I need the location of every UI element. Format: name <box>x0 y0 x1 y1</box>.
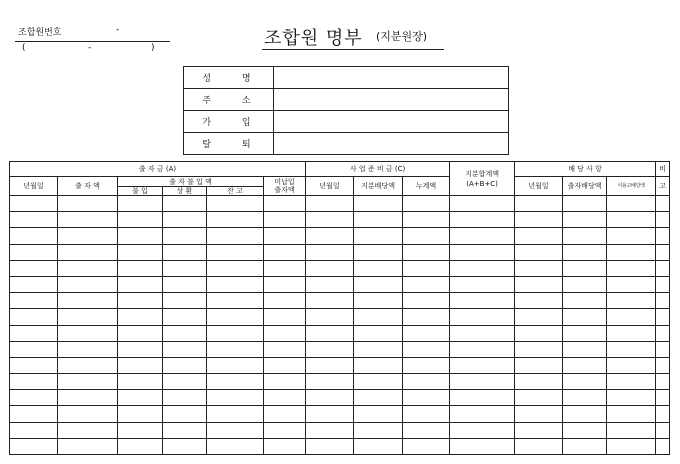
ledger-cell[interactable] <box>354 293 403 309</box>
ledger-cell[interactable] <box>58 212 118 228</box>
ledger-cell[interactable] <box>306 276 354 292</box>
ledger-cell[interactable] <box>656 228 670 244</box>
ledger-cell[interactable] <box>118 309 163 325</box>
ledger-cell[interactable] <box>207 422 264 438</box>
ledger-cell[interactable] <box>163 406 207 422</box>
ledger-cell[interactable] <box>10 212 58 228</box>
ledger-cell[interactable] <box>118 293 163 309</box>
ledger-cell[interactable] <box>207 260 264 276</box>
ledger-cell[interactable] <box>656 325 670 341</box>
member-number-underline <box>15 41 170 42</box>
ledger-cell[interactable] <box>656 390 670 406</box>
col-unpaid-line2: 출자액 <box>274 186 295 194</box>
ledger-cell[interactable] <box>515 228 563 244</box>
ledger-row <box>10 260 670 276</box>
ledger-cell[interactable] <box>403 438 450 454</box>
ledger-cell[interactable] <box>264 196 306 212</box>
ledger-cell[interactable] <box>163 260 207 276</box>
header-dividend: 배 당 사 항 <box>515 162 656 177</box>
ledger-cell[interactable] <box>403 341 450 357</box>
ledger-cell[interactable] <box>10 325 58 341</box>
ledger-cell[interactable] <box>10 438 58 454</box>
member-number-dash: - <box>116 25 120 35</box>
ledger-cell[interactable] <box>563 390 607 406</box>
ledger-cell[interactable] <box>306 390 354 406</box>
ledger-cell[interactable] <box>10 244 58 260</box>
ledger-cell[interactable] <box>58 276 118 292</box>
paren-close: ) <box>151 43 155 53</box>
ledger-cell[interactable] <box>656 293 670 309</box>
paren-open: ( <box>22 43 26 53</box>
ledger-cell[interactable] <box>118 390 163 406</box>
ledger-cell[interactable] <box>264 244 306 260</box>
ledger-cell[interactable] <box>450 357 515 373</box>
col-div-contribution: 출자배당액 <box>563 177 607 196</box>
info-label: 성 명 <box>184 67 274 89</box>
ledger-cell[interactable] <box>656 244 670 260</box>
ledger-cell[interactable] <box>656 276 670 292</box>
ledger-cell[interactable] <box>607 228 656 244</box>
ledger-cell[interactable] <box>58 325 118 341</box>
ledger-cell[interactable] <box>306 260 354 276</box>
ledger-cell[interactable] <box>306 309 354 325</box>
ledger-cell[interactable] <box>656 212 670 228</box>
ledger-cell[interactable] <box>515 390 563 406</box>
ledger-cell[interactable] <box>58 293 118 309</box>
ledger-cell[interactable] <box>163 212 207 228</box>
col-reserve-dividend: 지분배당액 <box>354 177 403 196</box>
ledger-cell[interactable] <box>450 244 515 260</box>
ledger-cell[interactable] <box>163 390 207 406</box>
ledger-cell[interactable] <box>354 228 403 244</box>
ledger-cell[interactable] <box>118 325 163 341</box>
ledger-row <box>10 228 670 244</box>
ledger-cell[interactable] <box>58 309 118 325</box>
ledger-cell[interactable] <box>450 438 515 454</box>
ledger-cell[interactable] <box>607 422 656 438</box>
ledger-cell[interactable] <box>515 276 563 292</box>
ledger-cell[interactable] <box>306 293 354 309</box>
ledger-cell[interactable] <box>403 357 450 373</box>
ledger-cell[interactable] <box>118 341 163 357</box>
ledger-cell[interactable] <box>163 196 207 212</box>
ledger-cell[interactable] <box>607 196 656 212</box>
ledger-cell[interactable] <box>563 341 607 357</box>
col-repay: 상 환 <box>163 187 207 196</box>
ledger-cell[interactable] <box>607 341 656 357</box>
ledger-cell[interactable] <box>656 309 670 325</box>
ledger-cell[interactable] <box>306 212 354 228</box>
ledger-cell[interactable] <box>118 438 163 454</box>
ledger-cell[interactable] <box>207 438 264 454</box>
member-number-label: 조합원번호 <box>18 28 62 38</box>
ledger-cell[interactable] <box>163 228 207 244</box>
ledger-cell[interactable] <box>58 390 118 406</box>
ledger-cell[interactable] <box>58 341 118 357</box>
ledger-cell[interactable] <box>264 276 306 292</box>
ledger-cell[interactable] <box>450 374 515 390</box>
ledger-cell[interactable] <box>354 196 403 212</box>
page-subtitle: (지분원장) <box>376 30 428 43</box>
ledger-row <box>10 422 670 438</box>
ledger-cell[interactable] <box>563 228 607 244</box>
ledger-cell[interactable] <box>58 438 118 454</box>
ledger-row <box>10 374 670 390</box>
ledger-cell[interactable] <box>403 390 450 406</box>
ledger-cell[interactable] <box>163 341 207 357</box>
ledger-cell[interactable] <box>450 276 515 292</box>
col-contribution: 출 자 액 <box>58 177 118 196</box>
ledger-cell[interactable] <box>607 438 656 454</box>
col-date: 년월일 <box>10 177 58 196</box>
ledger-cell[interactable] <box>58 422 118 438</box>
ledger-cell[interactable] <box>563 196 607 212</box>
ledger-row <box>10 406 670 422</box>
ledger-cell[interactable] <box>207 406 264 422</box>
ledger-cell[interactable] <box>58 244 118 260</box>
ledger-cell[interactable] <box>403 406 450 422</box>
ledger-cell[interactable] <box>264 212 306 228</box>
ledger-cell[interactable] <box>118 244 163 260</box>
ledger-cell[interactable] <box>403 228 450 244</box>
ledger-cell[interactable] <box>58 374 118 390</box>
ledger-cell[interactable] <box>607 244 656 260</box>
ledger-cell[interactable] <box>118 422 163 438</box>
ledger-row <box>10 212 670 228</box>
ledger-cell[interactable] <box>607 374 656 390</box>
ledger-cell[interactable] <box>264 260 306 276</box>
info-row-address <box>184 89 509 111</box>
col-pay-in: 불 입 <box>118 187 163 196</box>
ledger-cell[interactable] <box>207 390 264 406</box>
ledger-row <box>10 196 670 212</box>
ledger-row <box>10 325 670 341</box>
col-unpaid-line1: 미납입 <box>274 178 295 186</box>
ledger-cell[interactable] <box>264 341 306 357</box>
info-value-join[interactable] <box>274 111 509 133</box>
ledger-cell[interactable] <box>58 260 118 276</box>
ledger-cell[interactable] <box>354 438 403 454</box>
ledger-cell[interactable] <box>10 196 58 212</box>
header-total-formula: (A+B+C) <box>466 179 498 188</box>
ledger-cell[interactable] <box>607 357 656 373</box>
col-reserve-cumulative: 누계액 <box>403 177 450 196</box>
ledger-cell[interactable] <box>563 438 607 454</box>
info-label: 가 입 <box>184 111 274 133</box>
ledger-cell[interactable] <box>264 293 306 309</box>
ledger-cell[interactable] <box>403 374 450 390</box>
ledger-cell[interactable] <box>306 196 354 212</box>
info-row-name <box>184 67 509 89</box>
ledger-cell[interactable] <box>403 196 450 212</box>
ledger-cell[interactable] <box>450 325 515 341</box>
ledger-cell[interactable] <box>58 357 118 373</box>
info-value-name[interactable] <box>274 67 509 89</box>
ledger-cell[interactable] <box>207 293 264 309</box>
ledger-cell[interactable] <box>264 228 306 244</box>
ledger-cell[interactable] <box>515 309 563 325</box>
ledger-cell[interactable] <box>450 309 515 325</box>
paren-dash: - <box>88 43 92 53</box>
ledger-row <box>10 293 670 309</box>
ledger-cell[interactable] <box>515 244 563 260</box>
ledger-cell[interactable] <box>563 244 607 260</box>
ledger-table <box>9 161 670 455</box>
ledger-cell[interactable] <box>515 341 563 357</box>
ledger-cell[interactable] <box>515 260 563 276</box>
ledger-cell[interactable] <box>403 309 450 325</box>
ledger-row <box>10 357 670 373</box>
ledger-cell[interactable] <box>354 374 403 390</box>
ledger-cell[interactable] <box>656 406 670 422</box>
ledger-cell[interactable] <box>354 260 403 276</box>
ledger-cell[interactable] <box>656 196 670 212</box>
ledger-cell[interactable] <box>58 196 118 212</box>
ledger-cell[interactable] <box>354 406 403 422</box>
ledger-cell[interactable] <box>607 212 656 228</box>
ledger-cell[interactable] <box>163 438 207 454</box>
ledger-cell[interactable] <box>306 406 354 422</box>
ledger-cell[interactable] <box>306 422 354 438</box>
ledger-cell[interactable] <box>10 341 58 357</box>
header-remark-bottom: 고 <box>656 177 670 196</box>
ledger-cell[interactable] <box>118 212 163 228</box>
ledger-cell[interactable] <box>515 325 563 341</box>
ledger-cell[interactable] <box>450 196 515 212</box>
ledger-cell[interactable] <box>354 357 403 373</box>
ledger-cell[interactable] <box>264 374 306 390</box>
ledger-cell[interactable] <box>207 374 264 390</box>
ledger-cell[interactable] <box>10 228 58 244</box>
ledger-cell[interactable] <box>207 196 264 212</box>
ledger-cell[interactable] <box>10 276 58 292</box>
ledger-cell[interactable] <box>450 390 515 406</box>
header-total-label: 지분합계액 <box>465 169 499 178</box>
ledger-cell[interactable] <box>118 406 163 422</box>
ledger-cell[interactable] <box>354 212 403 228</box>
ledger-cell[interactable] <box>163 422 207 438</box>
header-reserve: 사 업 준 비 금 (C) <box>306 162 450 177</box>
ledger-cell[interactable] <box>563 293 607 309</box>
ledger-cell[interactable] <box>563 309 607 325</box>
member-info-box <box>183 66 509 155</box>
ledger-row <box>10 244 670 260</box>
ledger-cell[interactable] <box>450 228 515 244</box>
ledger-cell[interactable] <box>306 244 354 260</box>
ledger-cell[interactable] <box>306 374 354 390</box>
ledger-cell[interactable] <box>403 244 450 260</box>
ledger-cell[interactable] <box>118 196 163 212</box>
ledger-row <box>10 390 670 406</box>
ledger-cell[interactable] <box>306 228 354 244</box>
ledger-cell[interactable] <box>607 293 656 309</box>
ledger-cell[interactable] <box>118 260 163 276</box>
info-value-withdraw[interactable] <box>274 133 509 155</box>
info-value-address[interactable] <box>274 89 509 111</box>
ledger-cell[interactable] <box>306 325 354 341</box>
ledger-cell[interactable] <box>207 309 264 325</box>
info-row-withdraw <box>184 133 509 155</box>
ledger-cell[interactable] <box>563 406 607 422</box>
ledger-cell[interactable] <box>354 276 403 292</box>
ledger-cell[interactable] <box>354 341 403 357</box>
ledger-row <box>10 276 670 292</box>
ledger-row <box>10 341 670 357</box>
ledger-cell[interactable] <box>306 438 354 454</box>
ledger-cell[interactable] <box>450 293 515 309</box>
info-label: 주 소 <box>184 89 274 111</box>
ledger-cell[interactable] <box>607 309 656 325</box>
ledger-cell[interactable] <box>450 260 515 276</box>
col-reserve-date: 년월일 <box>306 177 354 196</box>
ledger-cell[interactable] <box>207 341 264 357</box>
ledger-cell[interactable] <box>403 260 450 276</box>
ledger-cell[interactable] <box>563 276 607 292</box>
ledger-cell[interactable] <box>403 325 450 341</box>
ledger-cell[interactable] <box>563 357 607 373</box>
col-div-usage: 이용고배당액 <box>607 177 656 196</box>
info-label: 탈 퇴 <box>184 133 274 155</box>
ledger-cell[interactable] <box>118 228 163 244</box>
ledger-cell[interactable] <box>403 276 450 292</box>
ledger-cell[interactable] <box>10 406 58 422</box>
ledger-cell[interactable] <box>10 422 58 438</box>
ledger-cell[interactable] <box>58 228 118 244</box>
col-div-date: 년월일 <box>515 177 563 196</box>
ledger-cell[interactable] <box>58 406 118 422</box>
ledger-cell[interactable] <box>264 406 306 422</box>
ledger-cell[interactable] <box>607 390 656 406</box>
ledger-cell[interactable] <box>656 341 670 357</box>
ledger-cell[interactable] <box>515 406 563 422</box>
ledger-cell[interactable] <box>207 276 264 292</box>
ledger-cell[interactable] <box>306 341 354 357</box>
ledger-cell[interactable] <box>354 422 403 438</box>
ledger-cell[interactable] <box>403 212 450 228</box>
ledger-cell[interactable] <box>515 438 563 454</box>
ledger-cell[interactable] <box>607 325 656 341</box>
ledger-cell[interactable] <box>10 374 58 390</box>
ledger-cell[interactable] <box>656 260 670 276</box>
ledger-cell[interactable] <box>118 276 163 292</box>
ledger-cell[interactable] <box>515 357 563 373</box>
ledger-cell[interactable] <box>163 309 207 325</box>
ledger-cell[interactable] <box>563 212 607 228</box>
ledger-cell[interactable] <box>163 374 207 390</box>
ledger-cell[interactable] <box>403 422 450 438</box>
ledger-cell[interactable] <box>207 228 264 244</box>
ledger-cell[interactable] <box>607 276 656 292</box>
ledger-cell[interactable] <box>450 212 515 228</box>
ledger-cell[interactable] <box>10 309 58 325</box>
ledger-cell[interactable] <box>163 293 207 309</box>
ledger-cell[interactable] <box>207 212 264 228</box>
ledger-cell[interactable] <box>10 390 58 406</box>
ledger-cell[interactable] <box>207 244 264 260</box>
ledger-cell[interactable] <box>563 325 607 341</box>
ledger-row <box>10 438 670 454</box>
ledger-cell[interactable] <box>656 357 670 373</box>
ledger-cell[interactable] <box>264 325 306 341</box>
col-balance: 잔 고 <box>207 187 264 196</box>
ledger-cell[interactable] <box>264 422 306 438</box>
ledger-cell[interactable] <box>607 406 656 422</box>
ledger-cell[interactable] <box>515 422 563 438</box>
ledger-cell[interactable] <box>403 293 450 309</box>
ledger-row <box>10 309 670 325</box>
info-row-join <box>184 111 509 133</box>
ledger-cell[interactable] <box>264 438 306 454</box>
ledger-cell[interactable] <box>656 374 670 390</box>
ledger-cell[interactable] <box>450 422 515 438</box>
ledger-cell[interactable] <box>118 374 163 390</box>
ledger-cell[interactable] <box>515 374 563 390</box>
header-total <box>450 162 515 196</box>
ledger-cell[interactable] <box>563 260 607 276</box>
ledger-cell[interactable] <box>450 341 515 357</box>
ledger-cell[interactable] <box>163 357 207 373</box>
ledger-cell[interactable] <box>563 422 607 438</box>
ledger-cell[interactable] <box>264 357 306 373</box>
ledger-cell[interactable] <box>515 196 563 212</box>
col-payment-group: 출 자 불 입 액 <box>118 177 264 187</box>
ledger-cell[interactable] <box>207 325 264 341</box>
ledger-cell[interactable] <box>163 276 207 292</box>
ledger-cell[interactable] <box>354 244 403 260</box>
ledger-cell[interactable] <box>10 357 58 373</box>
ledger-cell[interactable] <box>607 260 656 276</box>
ledger-cell[interactable] <box>163 244 207 260</box>
ledger-body <box>10 196 670 455</box>
ledger-cell[interactable] <box>264 309 306 325</box>
ledger-cell[interactable] <box>656 438 670 454</box>
header-capital: 출 자 금 (A) <box>10 162 306 177</box>
ledger-cell[interactable] <box>450 406 515 422</box>
ledger-cell[interactable] <box>118 357 163 373</box>
ledger-cell[interactable] <box>207 357 264 373</box>
ledger-cell[interactable] <box>10 293 58 309</box>
header-remark-top: 비 <box>656 162 670 177</box>
ledger-cell[interactable] <box>354 390 403 406</box>
ledger-cell[interactable] <box>354 325 403 341</box>
ledger-cell[interactable] <box>163 325 207 341</box>
ledger-cell[interactable] <box>656 422 670 438</box>
ledger-cell[interactable] <box>264 390 306 406</box>
col-unpaid <box>264 177 306 196</box>
ledger-cell[interactable] <box>515 293 563 309</box>
ledger-cell[interactable] <box>306 357 354 373</box>
title-underline <box>262 49 444 50</box>
ledger-cell[interactable] <box>10 260 58 276</box>
page-title: 조합원 명부 <box>264 28 363 49</box>
ledger-cell[interactable] <box>563 374 607 390</box>
ledger-cell[interactable] <box>515 212 563 228</box>
ledger-cell[interactable] <box>354 309 403 325</box>
